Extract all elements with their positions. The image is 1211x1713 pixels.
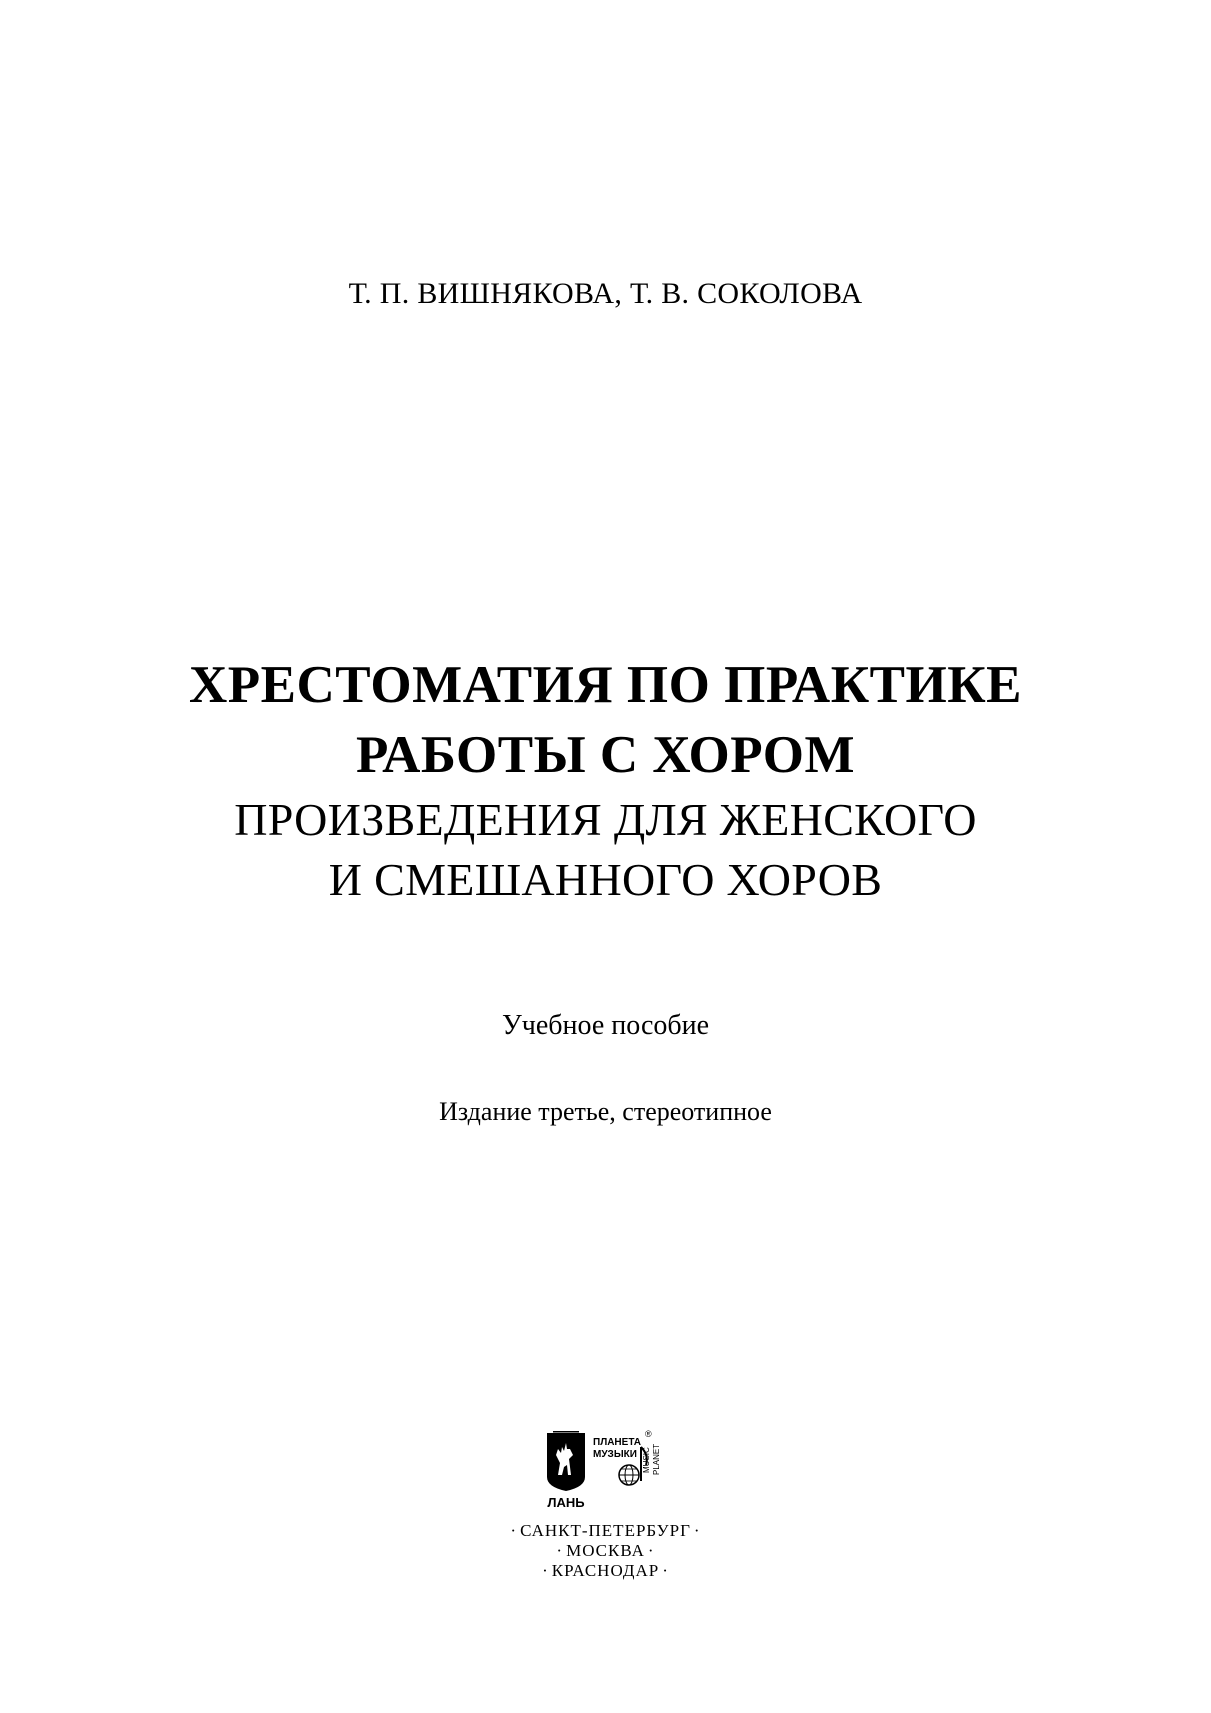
- city-separator: ·: [510, 1521, 518, 1540]
- city-separator: ·: [556, 1541, 564, 1560]
- title-block: [0, 650, 1211, 910]
- music-planet-text-1: MUSIC: [642, 1447, 651, 1473]
- city-separator: ·: [693, 1521, 701, 1540]
- city-saint-petersburg: САНКТ-ПЕТЕРБУРГ: [520, 1521, 691, 1540]
- publisher-logo: [545, 1425, 685, 1515]
- publisher-cities: [0, 1521, 1211, 1581]
- planet-logo-text-2: МУЗЫКИ: [593, 1449, 637, 1460]
- book-subtitle-line-2: И СМЕШАННОГО ХОРОВ: [328, 854, 883, 905]
- city-line: [0, 1541, 1211, 1561]
- city-separator: ·: [542, 1561, 549, 1580]
- lan-logo-text: ЛАНЬ: [547, 1495, 585, 1510]
- registered-mark: ®: [645, 1429, 652, 1439]
- book-title-line-2: РАБОТЫ С ХОРОМ: [355, 726, 856, 784]
- lan-doe-icon: [547, 1431, 585, 1491]
- planet-logo-text-1: ПЛАНЕТА: [593, 1437, 642, 1448]
- city-line: [0, 1521, 1211, 1541]
- city-line: [0, 1561, 1211, 1581]
- music-planet-text-2: PLANET: [652, 1443, 661, 1475]
- book-title-line-1: ХРЕСТОМАТИЯ ПО ПРАКТИКЕ: [189, 656, 1022, 714]
- city-separator: ·: [647, 1541, 655, 1560]
- globe-icon: [619, 1465, 639, 1485]
- city-krasnodar: КРАСНОДАР: [551, 1561, 660, 1580]
- book-type: Учебное пособие: [501, 1010, 710, 1041]
- edition-info: Издание третье, стереотипное: [439, 1097, 772, 1126]
- city-moscow: МОСКВА: [566, 1541, 645, 1560]
- book-subtitle-line-1: ПРОИЗВЕДЕНИЯ ДЛЯ ЖЕНСКОГО: [234, 794, 977, 845]
- authors: Т. П. ВИШНЯКОВА, Т. В. СОКОЛОВА: [348, 277, 863, 310]
- city-separator: ·: [662, 1561, 669, 1580]
